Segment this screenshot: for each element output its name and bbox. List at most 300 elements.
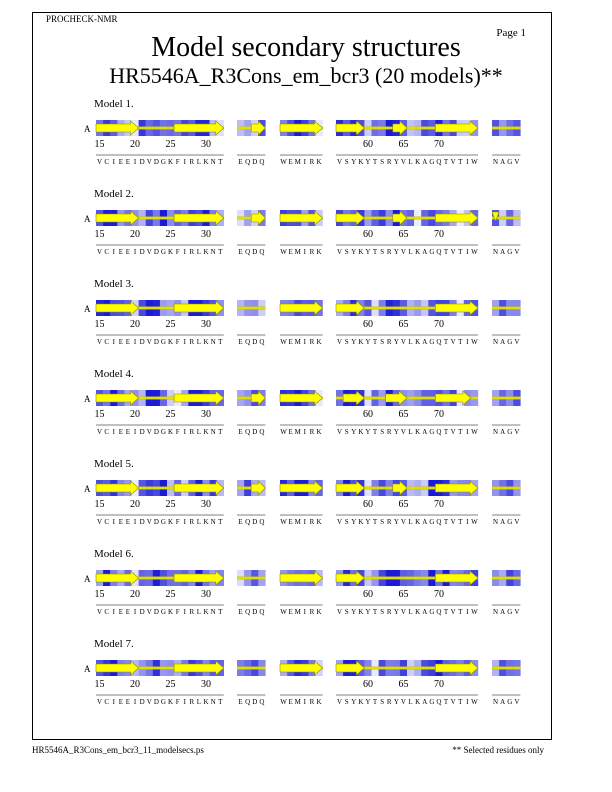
sequence-residue: N [493, 428, 499, 436]
sequence-residue: L [408, 428, 413, 436]
page-subtitle: HR5546A_R3Cons_em_bcr3 (20 models)** [109, 63, 503, 88]
sequence-residue: E [125, 338, 131, 346]
sequence-residue: I [466, 248, 469, 256]
sequence-residue: N [493, 338, 499, 346]
sequence-residue: R [309, 518, 315, 526]
residue-tick-label: 60 [362, 229, 373, 240]
sequence-residue: D [252, 428, 258, 436]
sequence-residue: E [288, 608, 293, 616]
sequence-residue: E [238, 698, 243, 706]
sequence-residue: V [450, 248, 456, 256]
sequence-residue: A [500, 518, 506, 526]
sequence-residue: N [493, 608, 499, 616]
sequence-residue: S [380, 608, 385, 616]
sequence-residue: N [210, 608, 216, 616]
sequence-residue: R [386, 248, 392, 256]
residue-tick-label: 60 [362, 319, 373, 330]
sequence-residue: K [415, 338, 421, 346]
sequence-residue: T [372, 338, 378, 346]
sequence-residue: D [139, 338, 145, 346]
residue-tick-label: 70 [433, 499, 444, 510]
sequence-residue: G [160, 518, 166, 526]
residue-tick-label: 70 [433, 139, 444, 150]
sequence-residue: A [500, 698, 506, 706]
residue-tick-label: 25 [165, 139, 176, 150]
sequence-residue: L [408, 248, 413, 256]
sequence-residue: V [97, 698, 103, 706]
sequence-residue: D [153, 608, 159, 616]
page-title: Model secondary structures [151, 32, 461, 63]
sequence-residue: D [139, 518, 145, 526]
residue-tick-label: 15 [94, 319, 105, 330]
sequence-residue: L [408, 518, 413, 526]
sequence-residue: K [168, 608, 174, 616]
sequence-residue: Q [245, 608, 251, 616]
chain-label: A [84, 394, 91, 404]
sequence-residue: I [133, 608, 137, 616]
sequence-residue: D [153, 698, 159, 706]
sequence-residue: N [493, 698, 499, 706]
sequence-residue: S [344, 338, 349, 346]
sequence-residue: S [380, 698, 385, 706]
sequence-residue: E [288, 158, 293, 166]
sequence-residue: G [429, 698, 435, 706]
sequence-residue: K [316, 428, 322, 436]
sequence-residue: L [196, 428, 202, 436]
model-panel [84, 188, 521, 256]
sequence-residue: K [168, 518, 174, 526]
sequence-residue: C [104, 608, 109, 616]
sequence-residue: I [112, 698, 115, 706]
sequence-residue: I [303, 608, 307, 616]
sequence-residue: V [450, 338, 456, 346]
residue-tick-label: 30 [201, 589, 212, 600]
sequence-residue: E [125, 158, 131, 166]
sequence-residue: G [507, 248, 513, 256]
sequence-residue: R [386, 338, 392, 346]
sequence-residue: K [316, 608, 322, 616]
sequence-residue: G [160, 698, 166, 706]
sequence-residue: E [118, 428, 123, 436]
sequence-residue: N [210, 338, 216, 346]
sequence-residue: T [458, 698, 463, 706]
chain-label: A [84, 214, 91, 224]
sequence-residue: R [309, 158, 315, 166]
sequence-residue: R [309, 338, 315, 346]
model-label: Model 6. [94, 548, 134, 560]
sequence-residue: Y [365, 698, 371, 706]
sequence-residue: K [168, 248, 174, 256]
sequence-residue: I [112, 428, 115, 436]
sequence-residue: N [210, 248, 216, 256]
residue-tick-label: 70 [433, 229, 444, 240]
sequence-residue: V [514, 338, 520, 346]
sequence-residue: Q [436, 158, 442, 166]
residue-tick-label: 60 [362, 589, 373, 600]
sequence-residue: K [358, 518, 364, 526]
residue-tick-label: 15 [94, 229, 105, 240]
sequence-residue: R [386, 158, 392, 166]
sequence-residue: M [294, 518, 301, 526]
sequence-residue: Q [259, 608, 265, 616]
sequence-residue: D [139, 158, 145, 166]
sequence-residue: V [450, 608, 456, 616]
model-label: Model 5. [94, 458, 134, 470]
sequence-residue: R [386, 428, 392, 436]
residue-tick-label: 65 [398, 499, 409, 510]
sequence-residue: D [139, 608, 145, 616]
residue-tick-label: 25 [165, 679, 176, 690]
sequence-residue: V [514, 428, 520, 436]
sequence-residue: V [514, 248, 520, 256]
sequence-residue: I [112, 158, 115, 166]
sequence-residue: I [183, 338, 186, 346]
sequence-residue: V [400, 248, 406, 256]
sequence-residue: R [386, 518, 392, 526]
sequence-residue: Q [245, 698, 251, 706]
sequence-residue: F [175, 518, 180, 526]
sequence-residue: R [309, 428, 315, 436]
sequence-residue: Y [351, 428, 357, 436]
sequence-residue: V [450, 158, 456, 166]
sequence-residue: Q [245, 428, 251, 436]
sequence-residue: W [280, 158, 287, 166]
sequence-residue: S [344, 158, 349, 166]
residue-tick-label: 20 [130, 499, 141, 510]
sequence-residue: V [400, 158, 406, 166]
sequence-residue: T [218, 338, 223, 346]
residue-tick-label: 70 [433, 409, 444, 420]
sequence-residue: G [160, 428, 166, 436]
sequence-residue: L [196, 518, 202, 526]
sequence-residue: D [252, 158, 258, 166]
sequence-residue: G [507, 158, 513, 166]
sequence-residue: V [514, 158, 520, 166]
sequence-residue: I [133, 338, 137, 346]
sequence-residue: T [458, 428, 463, 436]
residue-tick-label: 20 [130, 589, 141, 600]
sequence-residue: M [294, 698, 301, 706]
sequence-residue: N [210, 428, 216, 436]
model-label: Model 3. [94, 278, 134, 290]
sequence-residue: A [500, 338, 506, 346]
sequence-residue: V [400, 518, 406, 526]
residue-tick-label: 15 [94, 679, 105, 690]
sequence-residue: T [458, 338, 463, 346]
sequence-residue: V [146, 518, 152, 526]
sequence-residue: D [252, 338, 258, 346]
sequence-residue: E [288, 338, 293, 346]
sequence-residue: T [218, 428, 223, 436]
model-label: Model 4. [94, 368, 134, 380]
sequence-residue: I [183, 248, 186, 256]
sequence-residue: S [344, 518, 349, 526]
sequence-residue: C [104, 158, 109, 166]
sequence-residue: K [168, 698, 174, 706]
residue-tick-label: 20 [130, 679, 141, 690]
sequence-residue: I [466, 518, 469, 526]
residue-tick-label: 30 [201, 409, 212, 420]
sequence-residue: E [288, 518, 293, 526]
sequence-residue: K [358, 248, 364, 256]
sequence-residue: W [471, 428, 478, 436]
model-panel [84, 98, 521, 166]
sequence-residue: D [153, 158, 159, 166]
sequence-residue: Q [245, 158, 251, 166]
sequence-residue: G [507, 608, 513, 616]
sequence-residue: G [429, 338, 435, 346]
sequence-residue: E [238, 518, 243, 526]
residue-tick-label: 15 [94, 409, 105, 420]
chain-label: A [84, 304, 91, 314]
residue-tick-label: 65 [398, 229, 409, 240]
sequence-residue: K [203, 698, 209, 706]
sequence-residue: D [153, 338, 159, 346]
sequence-residue: G [429, 518, 435, 526]
sequence-residue: G [507, 338, 513, 346]
sequence-residue: Q [259, 248, 265, 256]
sequence-residue: R [189, 158, 195, 166]
sequence-residue: Y [393, 698, 399, 706]
sequence-residue: V [337, 518, 343, 526]
sequence-residue: I [303, 518, 307, 526]
sequence-residue: D [153, 248, 159, 256]
sequence-residue: V [400, 608, 406, 616]
sequence-residue: T [443, 428, 449, 436]
sequence-residue: K [316, 518, 322, 526]
sequence-residue: I [133, 158, 137, 166]
sequence-residue: Y [365, 338, 371, 346]
sequence-residue: M [294, 248, 301, 256]
sequence-residue: E [238, 248, 243, 256]
sequence-residue: Q [259, 698, 265, 706]
sequence-residue: V [450, 698, 456, 706]
sequence-residue: V [146, 338, 152, 346]
sequence-residue: F [175, 428, 180, 436]
sequence-residue: V [400, 698, 406, 706]
sequence-residue: T [372, 428, 378, 436]
sequence-residue: N [493, 518, 499, 526]
sequence-residue: Y [365, 158, 371, 166]
sequence-residue: Y [365, 248, 371, 256]
sequence-residue: I [303, 428, 307, 436]
sequence-residue: V [97, 158, 103, 166]
residue-tick-label: 20 [130, 139, 141, 150]
sequence-residue: E [118, 338, 123, 346]
sequence-residue: Y [351, 248, 357, 256]
sequence-residue: Q [436, 518, 442, 526]
sequence-residue: I [466, 608, 469, 616]
sequence-residue: V [146, 248, 152, 256]
residue-tick-label: 70 [433, 679, 444, 690]
sequence-residue: S [344, 428, 349, 436]
sequence-residue: C [104, 698, 109, 706]
sequence-residue: W [471, 158, 478, 166]
sequence-residue: V [337, 608, 343, 616]
residue-tick-label: 25 [165, 589, 176, 600]
sequence-residue: V [400, 428, 406, 436]
residue-tick-label: 60 [362, 499, 373, 510]
sequence-residue: K [168, 428, 174, 436]
residue-tick-label: 25 [165, 499, 176, 510]
sequence-residue: V [97, 608, 103, 616]
sequence-residue: K [415, 158, 421, 166]
sequence-residue: K [203, 518, 209, 526]
sequence-residue: K [415, 608, 421, 616]
residue-tick-label: 70 [433, 589, 444, 600]
sequence-residue: Y [393, 248, 399, 256]
sequence-residue: Y [393, 608, 399, 616]
sequence-residue: K [316, 698, 322, 706]
residue-tick-label: 65 [398, 409, 409, 420]
sequence-residue: I [112, 338, 115, 346]
sequence-residue: K [358, 608, 364, 616]
residue-tick-label: 20 [130, 409, 141, 420]
sequence-residue: V [450, 428, 456, 436]
sequence-residue: K [203, 338, 209, 346]
sequence-residue: D [139, 698, 145, 706]
sequence-residue: W [280, 338, 287, 346]
residue-tick-label: 20 [130, 229, 141, 240]
chain-label: A [84, 574, 91, 584]
sequence-residue: Y [365, 518, 371, 526]
sequence-residue: T [218, 158, 223, 166]
sequence-residue: W [471, 608, 478, 616]
sequence-residue: V [400, 338, 406, 346]
residue-tick-label: 70 [433, 319, 444, 330]
sequence-residue: R [309, 608, 315, 616]
sequence-residue: C [104, 248, 109, 256]
sequence-residue: A [422, 608, 428, 616]
sequence-residue: F [175, 338, 180, 346]
sequence-residue: W [471, 248, 478, 256]
sequence-residue: G [507, 518, 513, 526]
sequence-residue: G [507, 428, 513, 436]
sequence-residue: K [415, 698, 421, 706]
sequence-residue: V [146, 698, 152, 706]
sequence-residue: E [238, 338, 243, 346]
sequence-residue: K [203, 158, 209, 166]
sequence-residue: E [238, 158, 243, 166]
sequence-residue: W [280, 608, 287, 616]
sequence-residue: Y [393, 158, 399, 166]
sequence-residue: L [196, 698, 202, 706]
sequence-residue: T [443, 608, 449, 616]
sequence-residue: F [175, 158, 180, 166]
sequence-residue: V [97, 428, 103, 436]
sequence-residue: F [175, 248, 180, 256]
sequence-residue: E [118, 518, 123, 526]
sequence-residue: C [104, 428, 109, 436]
sequence-residue: T [443, 698, 449, 706]
sequence-residue: L [196, 158, 202, 166]
model-panel [84, 458, 521, 526]
sequence-residue: R [386, 698, 392, 706]
sequence-residue: T [218, 608, 223, 616]
sequence-residue: A [422, 338, 428, 346]
sequence-residue: G [160, 338, 166, 346]
sequence-residue: T [218, 698, 223, 706]
sequence-residue: V [146, 608, 152, 616]
sequence-residue: I [183, 698, 186, 706]
program-name: PROCHECK-NMR [46, 14, 118, 24]
sequence-residue: N [210, 518, 216, 526]
sequence-residue: V [514, 518, 520, 526]
residue-tick-label: 30 [201, 499, 212, 510]
sequence-residue: V [450, 518, 456, 526]
residue-tick-label: 60 [362, 409, 373, 420]
residue-tick-label: 25 [165, 229, 176, 240]
sequence-residue: E [118, 698, 123, 706]
sequence-residue: I [466, 158, 469, 166]
sequence-residue: A [500, 428, 506, 436]
sequence-residue: S [344, 608, 349, 616]
sequence-residue: V [97, 338, 103, 346]
residue-tick-label: 15 [94, 139, 105, 150]
sequence-residue: Q [245, 338, 251, 346]
sequence-residue: L [196, 338, 202, 346]
residue-tick-label: 60 [362, 139, 373, 150]
sequence-residue: S [380, 338, 385, 346]
sequence-residue: D [139, 248, 145, 256]
sequence-residue: T [372, 518, 378, 526]
sequence-residue: R [309, 248, 315, 256]
sequence-residue: W [280, 248, 287, 256]
sequence-residue: Y [351, 158, 357, 166]
residue-tick-label: 65 [398, 589, 409, 600]
sequence-residue: I [303, 338, 307, 346]
residue-tick-label: 30 [201, 319, 212, 330]
sequence-residue: Y [351, 698, 357, 706]
sequence-residue: R [189, 608, 195, 616]
sequence-residue: G [160, 608, 166, 616]
sequence-residue: I [183, 428, 186, 436]
page-number: Page 1 [496, 27, 526, 39]
sequence-residue: I [112, 518, 115, 526]
sequence-residue: K [203, 248, 209, 256]
sequence-residue: R [189, 518, 195, 526]
sequence-residue: G [507, 698, 513, 706]
model-panel [84, 368, 521, 436]
sequence-residue: Y [365, 608, 371, 616]
sequence-residue: E [125, 698, 131, 706]
sequence-residue: D [252, 608, 258, 616]
sequence-residue: K [415, 428, 421, 436]
sequence-residue: E [125, 518, 131, 526]
sequence-residue: Q [259, 518, 265, 526]
residue-tick-label: 60 [362, 679, 373, 690]
sequence-residue: V [337, 428, 343, 436]
sequence-residue: E [238, 608, 243, 616]
sequence-residue: Y [393, 338, 399, 346]
residue-tick-label: 65 [398, 679, 409, 690]
sequence-residue: L [408, 338, 413, 346]
sequence-residue: M [294, 428, 301, 436]
sequence-residue: Y [351, 608, 357, 616]
sequence-residue: Q [436, 608, 442, 616]
sequence-residue: V [337, 248, 343, 256]
sequence-residue: I [303, 248, 307, 256]
residue-tick-label: 20 [130, 319, 141, 330]
sequence-residue: K [316, 158, 322, 166]
sequence-residue: L [196, 248, 202, 256]
sequence-residue: I [133, 248, 137, 256]
sequence-residue: E [125, 608, 131, 616]
sequence-residue: A [422, 518, 428, 526]
residue-tick-label: 15 [94, 499, 105, 510]
sequence-residue: T [458, 158, 463, 166]
sequence-residue: K [358, 338, 364, 346]
